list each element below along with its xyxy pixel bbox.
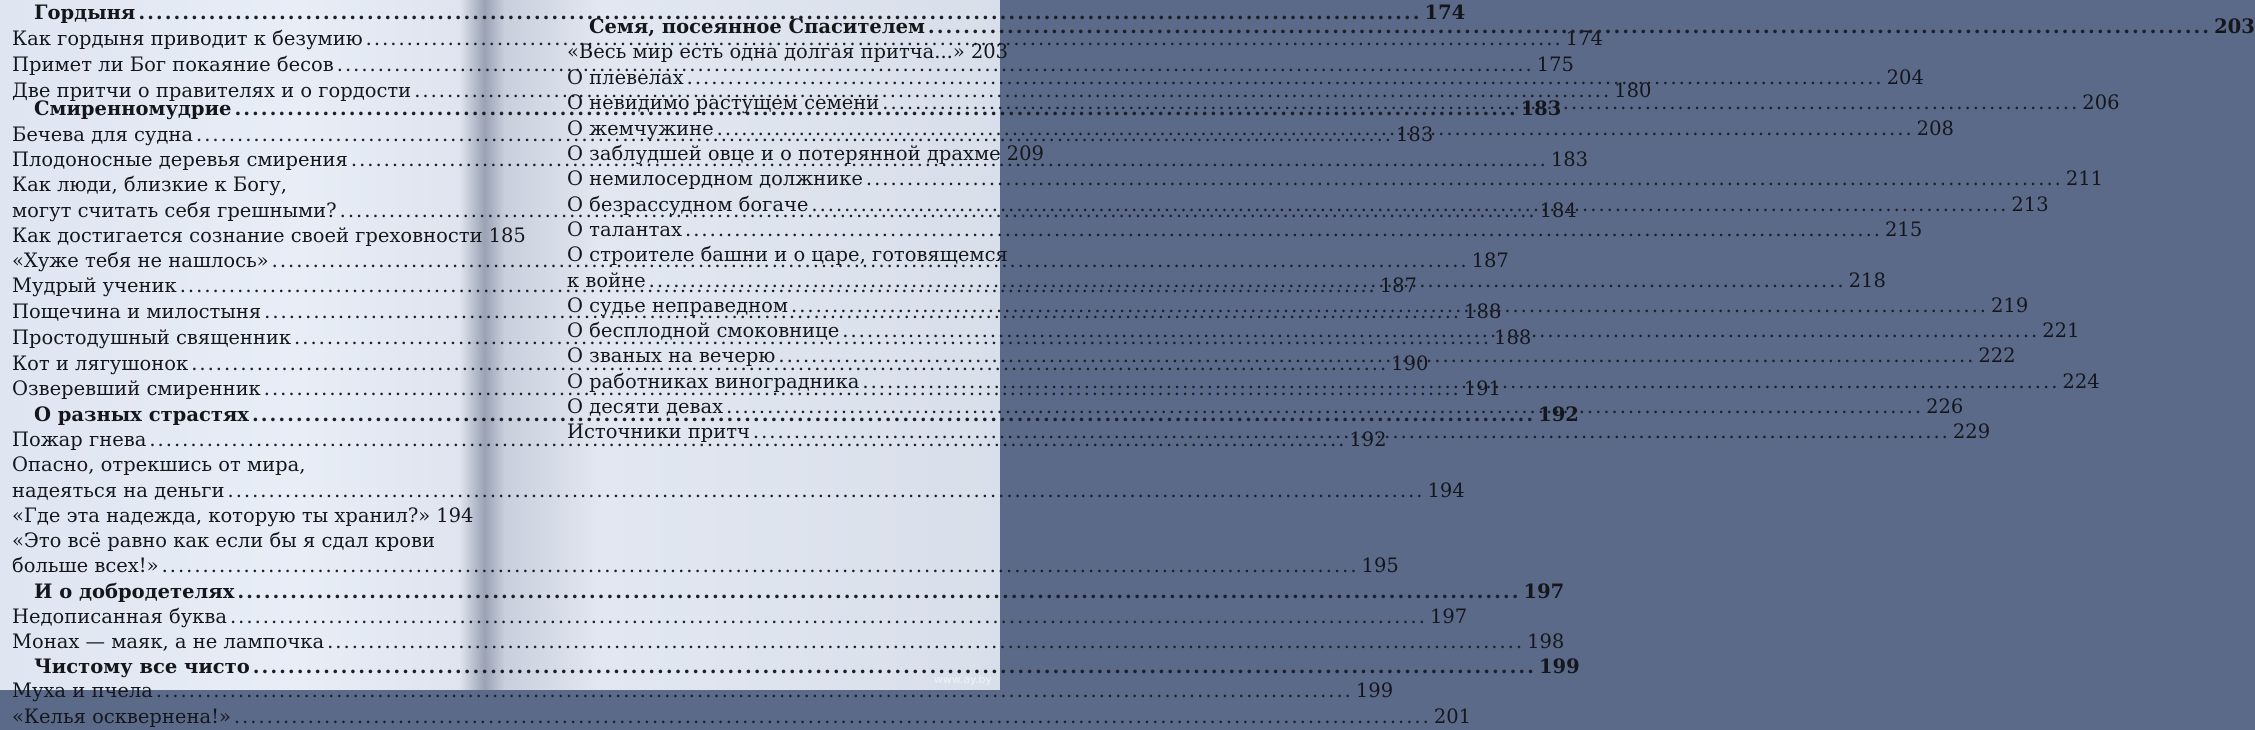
toc-section-heading	[12, 0, 1466, 26]
toc-entry	[12, 223, 526, 249]
toc-page-number: 221	[2042, 319, 2080, 342]
toc-page-number: 224	[2062, 370, 2100, 393]
toc-page-number: 188	[1494, 326, 1532, 349]
toc-entry	[567, 242, 1007, 268]
toc-entry-title: О невидимо растущем семени	[567, 91, 880, 114]
toc-entry-title: Как люди, близкие к Богу,	[12, 173, 287, 196]
toc-leader-dots	[882, 90, 2079, 116]
toc-page-number: 194	[1427, 479, 1465, 502]
toc-entry-title: О заблудшей овце и о потерянной драхме	[567, 142, 1001, 165]
toc-entry	[567, 141, 1044, 167]
toc-entry	[12, 503, 474, 529]
toc-entry-title: О строителе башни и о царе, готовящемся	[567, 243, 1008, 266]
toc-page-number: 188	[1464, 300, 1502, 323]
toc-leader-dots	[791, 293, 1988, 319]
toc-leader-dots	[726, 394, 1923, 420]
toc-leader-dots	[928, 14, 2211, 40]
toc-entry-title: О безрассудном богаче	[567, 193, 809, 216]
toc-entry	[12, 629, 1565, 655]
toc-entry	[12, 452, 458, 478]
toc-entry-title: Две притчи о правителях и о гордости	[12, 79, 412, 102]
toc-entry-title: О судье неправедном	[567, 294, 789, 317]
toc-page-number: 183	[1396, 123, 1434, 146]
toc-entry-title: больше всех!»	[12, 554, 159, 577]
toc-entry-title: О десяти девах	[567, 395, 724, 418]
toc-entry-title: «Хуже тебя не нашлось»	[12, 249, 269, 272]
toc-leader-dots	[862, 369, 2059, 395]
toc-page-number: 183	[1550, 148, 1589, 171]
toc-entry-title: «Весь мир есть одна долгая притча...»	[567, 40, 965, 63]
toc-entry-title: Гордыня	[34, 1, 136, 24]
toc-page-number: 213	[2011, 193, 2049, 216]
toc-page-number: 194	[436, 504, 474, 527]
toc-page-number: 192	[1349, 428, 1387, 451]
toc-page-number: 175	[1536, 53, 1574, 76]
toc-page-number: 226	[1926, 395, 1964, 418]
toc-page-number: 208	[1916, 117, 1954, 140]
toc-entry-title: Недописанная буква	[12, 605, 227, 628]
toc-entry-title: О жемчужине	[567, 117, 714, 140]
toc-entry-title: Монах — маяк, а не лампочка	[12, 630, 325, 653]
toc-page-number: 209	[1006, 142, 1044, 165]
toc-entry	[12, 604, 1468, 630]
toc-entry	[12, 704, 1472, 730]
toc-entry-title: Пощечина и милостыня	[12, 300, 262, 323]
toc-entry-title: Кот и лягушонок	[12, 352, 189, 375]
toc-entry-title: О разных страстях	[34, 403, 249, 426]
toc-page-number: 203	[970, 40, 1009, 63]
toc-entry-title: О плевелах	[567, 66, 684, 89]
toc-entry	[12, 172, 458, 198]
toc-entry	[567, 217, 1923, 243]
toc-page-number: 199	[1538, 655, 1580, 678]
toc-entry-title: Плодоносные деревья смирения	[12, 148, 348, 171]
toc-entry-title: О талантах	[567, 218, 683, 241]
toc-page-number: 190	[1391, 352, 1429, 375]
toc-page-number: 192	[1538, 403, 1579, 426]
toc-page-number: 197	[1523, 580, 1565, 603]
toc-page-number: 206	[2082, 91, 2120, 114]
toc-entry-title: Как гордыня приводит к безумию	[12, 27, 363, 50]
toc-leader-dots	[811, 192, 2008, 218]
toc-page-number: 180	[1614, 79, 1652, 102]
toc-entry-title: Смиренномудрие	[34, 97, 232, 120]
toc-leader-dots	[649, 268, 1846, 294]
toc-page-number: 215	[1885, 218, 1923, 241]
toc-entry	[12, 528, 458, 554]
toc-entry-title: О работниках виноградника	[567, 370, 860, 393]
toc-page-number: 222	[1978, 344, 2016, 367]
toc-entry-title: надеяться на деньги	[12, 479, 225, 502]
toc-entry-title: Как достигается сознание своей греховности	[12, 224, 483, 247]
toc-entry	[12, 553, 1399, 579]
toc-entry-title: «Где эта надежда, которую ты хранил?»	[12, 504, 431, 527]
toc-entry	[12, 478, 1465, 504]
toc-leader-dots	[685, 217, 1882, 243]
toc-page-number: 185	[488, 224, 526, 247]
toc-entry-title: И о добродетелях	[34, 580, 235, 603]
toc-entry-title: Муха и пчела	[12, 679, 153, 702]
toc-page-number: 187	[1379, 274, 1417, 297]
toc-entry-title: Семя, посеянное Спасителем	[589, 15, 925, 38]
toc-entry-title: Источники притч	[567, 420, 750, 443]
toc-page-number: 198	[1527, 630, 1565, 653]
toc-page-number: 211	[2065, 167, 2104, 190]
toc-entry-title: Опасно, отрекшись от мира,	[12, 453, 306, 476]
toc-page-number: 229	[1952, 420, 1991, 443]
toc-entry-title: могут считать себя грешными?	[12, 199, 337, 222]
toc-page-number: 191	[1463, 377, 1501, 400]
toc-entry-title: О бесплодной смоковнице	[567, 319, 840, 342]
toc-entry-title: Мудрый ученик	[12, 274, 177, 297]
toc-leader-dots	[842, 318, 2039, 344]
toc-leader-dots	[234, 704, 1431, 730]
toc-page-number: 219	[1991, 294, 2029, 317]
toc-page-number: 201	[1433, 705, 1472, 728]
toc-entry-title: к войне	[567, 269, 646, 292]
toc-page-number: 187	[1471, 249, 1509, 272]
toc-leader-dots	[717, 116, 1914, 142]
toc-section-heading	[12, 579, 1565, 605]
toc-entry-title: Чистому все чисто	[34, 655, 250, 678]
toc-entry-title: «Это всё равно как если бы я сдал крови	[12, 529, 435, 552]
toc-entry-title: О званых на вечерю	[567, 344, 776, 367]
toc-leader-dots	[753, 419, 1950, 445]
watermark: www.ay.by	[933, 673, 992, 686]
toc-entry-title: «Келья осквернена!»	[12, 705, 231, 728]
toc-entry-title: Пожар гнева	[12, 428, 147, 451]
toc-entry-title: Озверевший смиренник	[12, 377, 261, 400]
toc-page-number: 218	[1848, 269, 1886, 292]
toc-entry-title: Простодушный священник	[12, 326, 292, 349]
toc-leader-dots	[687, 65, 1884, 91]
toc-page-number: 174	[1565, 27, 1603, 50]
toc-leader-dots	[866, 166, 2063, 192]
toc-page-number: 195	[1361, 554, 1399, 577]
toc-page-number: 203	[2214, 15, 2255, 38]
toc-page-number: 174	[1424, 1, 1466, 24]
toc-page-number: 197	[1429, 605, 1468, 628]
toc-entry-title: Бечева для судна	[12, 123, 194, 146]
toc-entry-title: О немилосердном должнике	[567, 167, 863, 190]
toc-page-number: 199	[1355, 679, 1394, 702]
toc-page-number: 184	[1539, 199, 1577, 222]
toc-entry	[567, 39, 1007, 65]
toc-leader-dots	[778, 343, 1975, 369]
toc-entry-title: Примет ли Бог покаяние бесов	[12, 53, 334, 76]
toc-page-number: 183	[1520, 97, 1562, 120]
toc-page-number: 204	[1886, 66, 1924, 89]
toc-entry	[567, 166, 2104, 192]
